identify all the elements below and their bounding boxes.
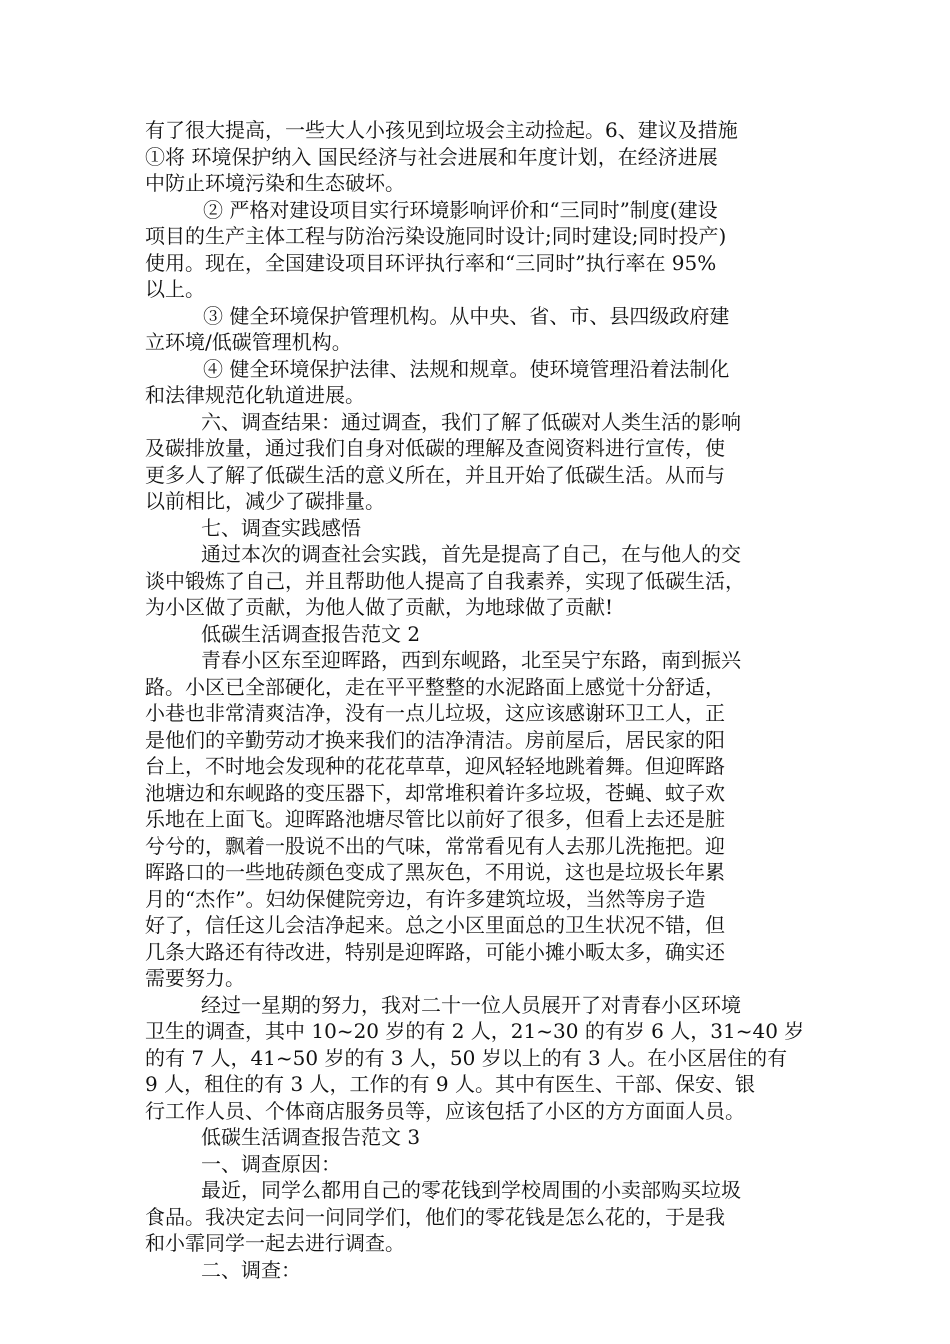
text-line: 小巷也非常清爽洁净，没有一点儿垃圾，这应该感谢环卫工人，正 bbox=[145, 701, 725, 725]
text-line: 经过一星期的努力，我对二十一位人员展开了对青春小区环境 bbox=[201, 992, 741, 1017]
text-line: 台上，不时地会发现种的花花草草，迎风轻轻地跳着舞。但迎晖路 bbox=[145, 754, 725, 778]
text-line: 路。小区已全部硬化，走在平平整整的水泥路面上感觉十分舒适， bbox=[145, 674, 725, 699]
section-heading: 低碳生活调查报告范文 3 bbox=[201, 1125, 421, 1149]
text-line: 9 人，租住的有 3 人，工作的有 9 人。其中有医生、干部、保安、银 bbox=[145, 1072, 755, 1096]
text-line: 以前相比，减少了碳排量。 bbox=[145, 489, 385, 513]
text-line: 需要努力。 bbox=[145, 966, 245, 990]
text-line: 是他们的辛勤劳动才换来我们的洁净清洁。房前屋后，居民家的阳 bbox=[145, 727, 725, 752]
text-line: 以上。 bbox=[145, 277, 205, 301]
text-line: 有了很大提高，一些大人小孩见到垃圾会主动捡起。6、建议及措施 bbox=[145, 118, 738, 142]
text-line: ①将 环境保护纳入 国民经济与社会进展和年度计划，在经济进展 bbox=[145, 144, 718, 169]
text-line: 最近，同学么都用自己的零花钱到学校周围的小卖部购买垃圾 bbox=[201, 1178, 741, 1202]
text-line: 项目的生产主体工程与防治污染设施同时设计;同时建设;同时投产) bbox=[145, 224, 727, 248]
section-heading: 低碳生活调查报告范文 2 bbox=[201, 621, 421, 646]
text-line: 卫生的调查，其中 10~20 岁的有 2 人，21~30 的有岁 6 人，31~40 岁 bbox=[145, 1019, 805, 1043]
text-line: 六、调查结果：通过调查，我们了解了低碳对人类生活的影响 bbox=[201, 409, 741, 434]
section-heading: 七、调查实践感悟 bbox=[201, 515, 361, 540]
text-line: 立环境/低碳管理机构。 bbox=[145, 330, 352, 354]
text-line: 使用。现在，全国建设项目环评执行率和“三同时”执行率在 95% bbox=[145, 250, 717, 275]
text-line: 兮兮的，飘着一股说不出的气味，常常看见有人去那儿洗拖把。迎 bbox=[145, 833, 725, 858]
text-line: 乐地在上面飞。迎晖路池塘尽管比以前好了很多，但看上去还是脏 bbox=[145, 807, 725, 831]
text-line: ④ 健全环境保护法律、法规和规章。使环境管理沿着法制化 bbox=[203, 356, 730, 381]
text-line: 青春小区东至迎晖路，西到东岘路，北至吴宁东路，南到振兴 bbox=[201, 648, 741, 672]
text-line: 谈中锻炼了自己，并且帮助他人提高了自我素养，实现了低碳生活， bbox=[145, 568, 745, 593]
text-line: 中防止环境污染和生态破坏。 bbox=[145, 171, 405, 195]
text-line: 好了，信任这儿会洁净起来。总之小区里面总的卫生状况不错，但 bbox=[145, 913, 725, 937]
text-line: 和法律规范化轨道进展。 bbox=[145, 383, 365, 407]
text-line: 的有 7 人，41~50 岁的有 3 人，50 岁以上的有 3 人。在小区居住的有 bbox=[145, 1045, 788, 1070]
section-heading: 一、调查原因： bbox=[201, 1151, 341, 1176]
text-line: 通过本次的调查社会实践，首先是提高了自己，在与他人的交 bbox=[201, 542, 741, 566]
text-line: 为小区做了贡献，为他人做了贡献，为地球做了贡献! bbox=[145, 595, 614, 619]
text-line: ③ 健全环境保护管理机构。从中央、省、市、县四级政府建 bbox=[203, 303, 730, 328]
text-line: 及碳排放量，通过我们自身对低碳的理解及查阅资料进行宣传，使 bbox=[145, 436, 725, 460]
text-line: 晖路口的一些地砖颜色变成了黑灰色，不用说，这也是垃圾长年累 bbox=[145, 860, 725, 884]
text-line: 和小霏同学一起去进行调查。 bbox=[145, 1231, 405, 1255]
text-line: 池塘边和东岘路的变压器下，却常堆积着许多垃圾，苍蝇、蚊子欢 bbox=[145, 780, 725, 805]
text-line: 行工作人员、个体商店服务员等，应该包括了小区的方方面面人员。 bbox=[145, 1098, 745, 1123]
text-line: 食品。我决定去问一问同学们，他们的零花钱是怎么花的，于是我 bbox=[145, 1204, 725, 1229]
document-body bbox=[145, 117, 810, 1283]
section-heading: 二、调查： bbox=[201, 1257, 301, 1282]
text-line: 几条大路还有待改进，特别是迎晖路，可能小摊小畈太多，确实还 bbox=[145, 939, 725, 964]
text-line: 更多人了解了低碳生活的意义所在，并且开始了低碳生活。从而与 bbox=[145, 462, 725, 487]
text-line: 月的“杰作”。妇幼保健院旁边，有许多建筑垃圾，当然等房子造 bbox=[145, 886, 706, 911]
text-line: ② 严格对建设项目实行环境影响评价和“三同时”制度(建设 bbox=[203, 197, 718, 222]
